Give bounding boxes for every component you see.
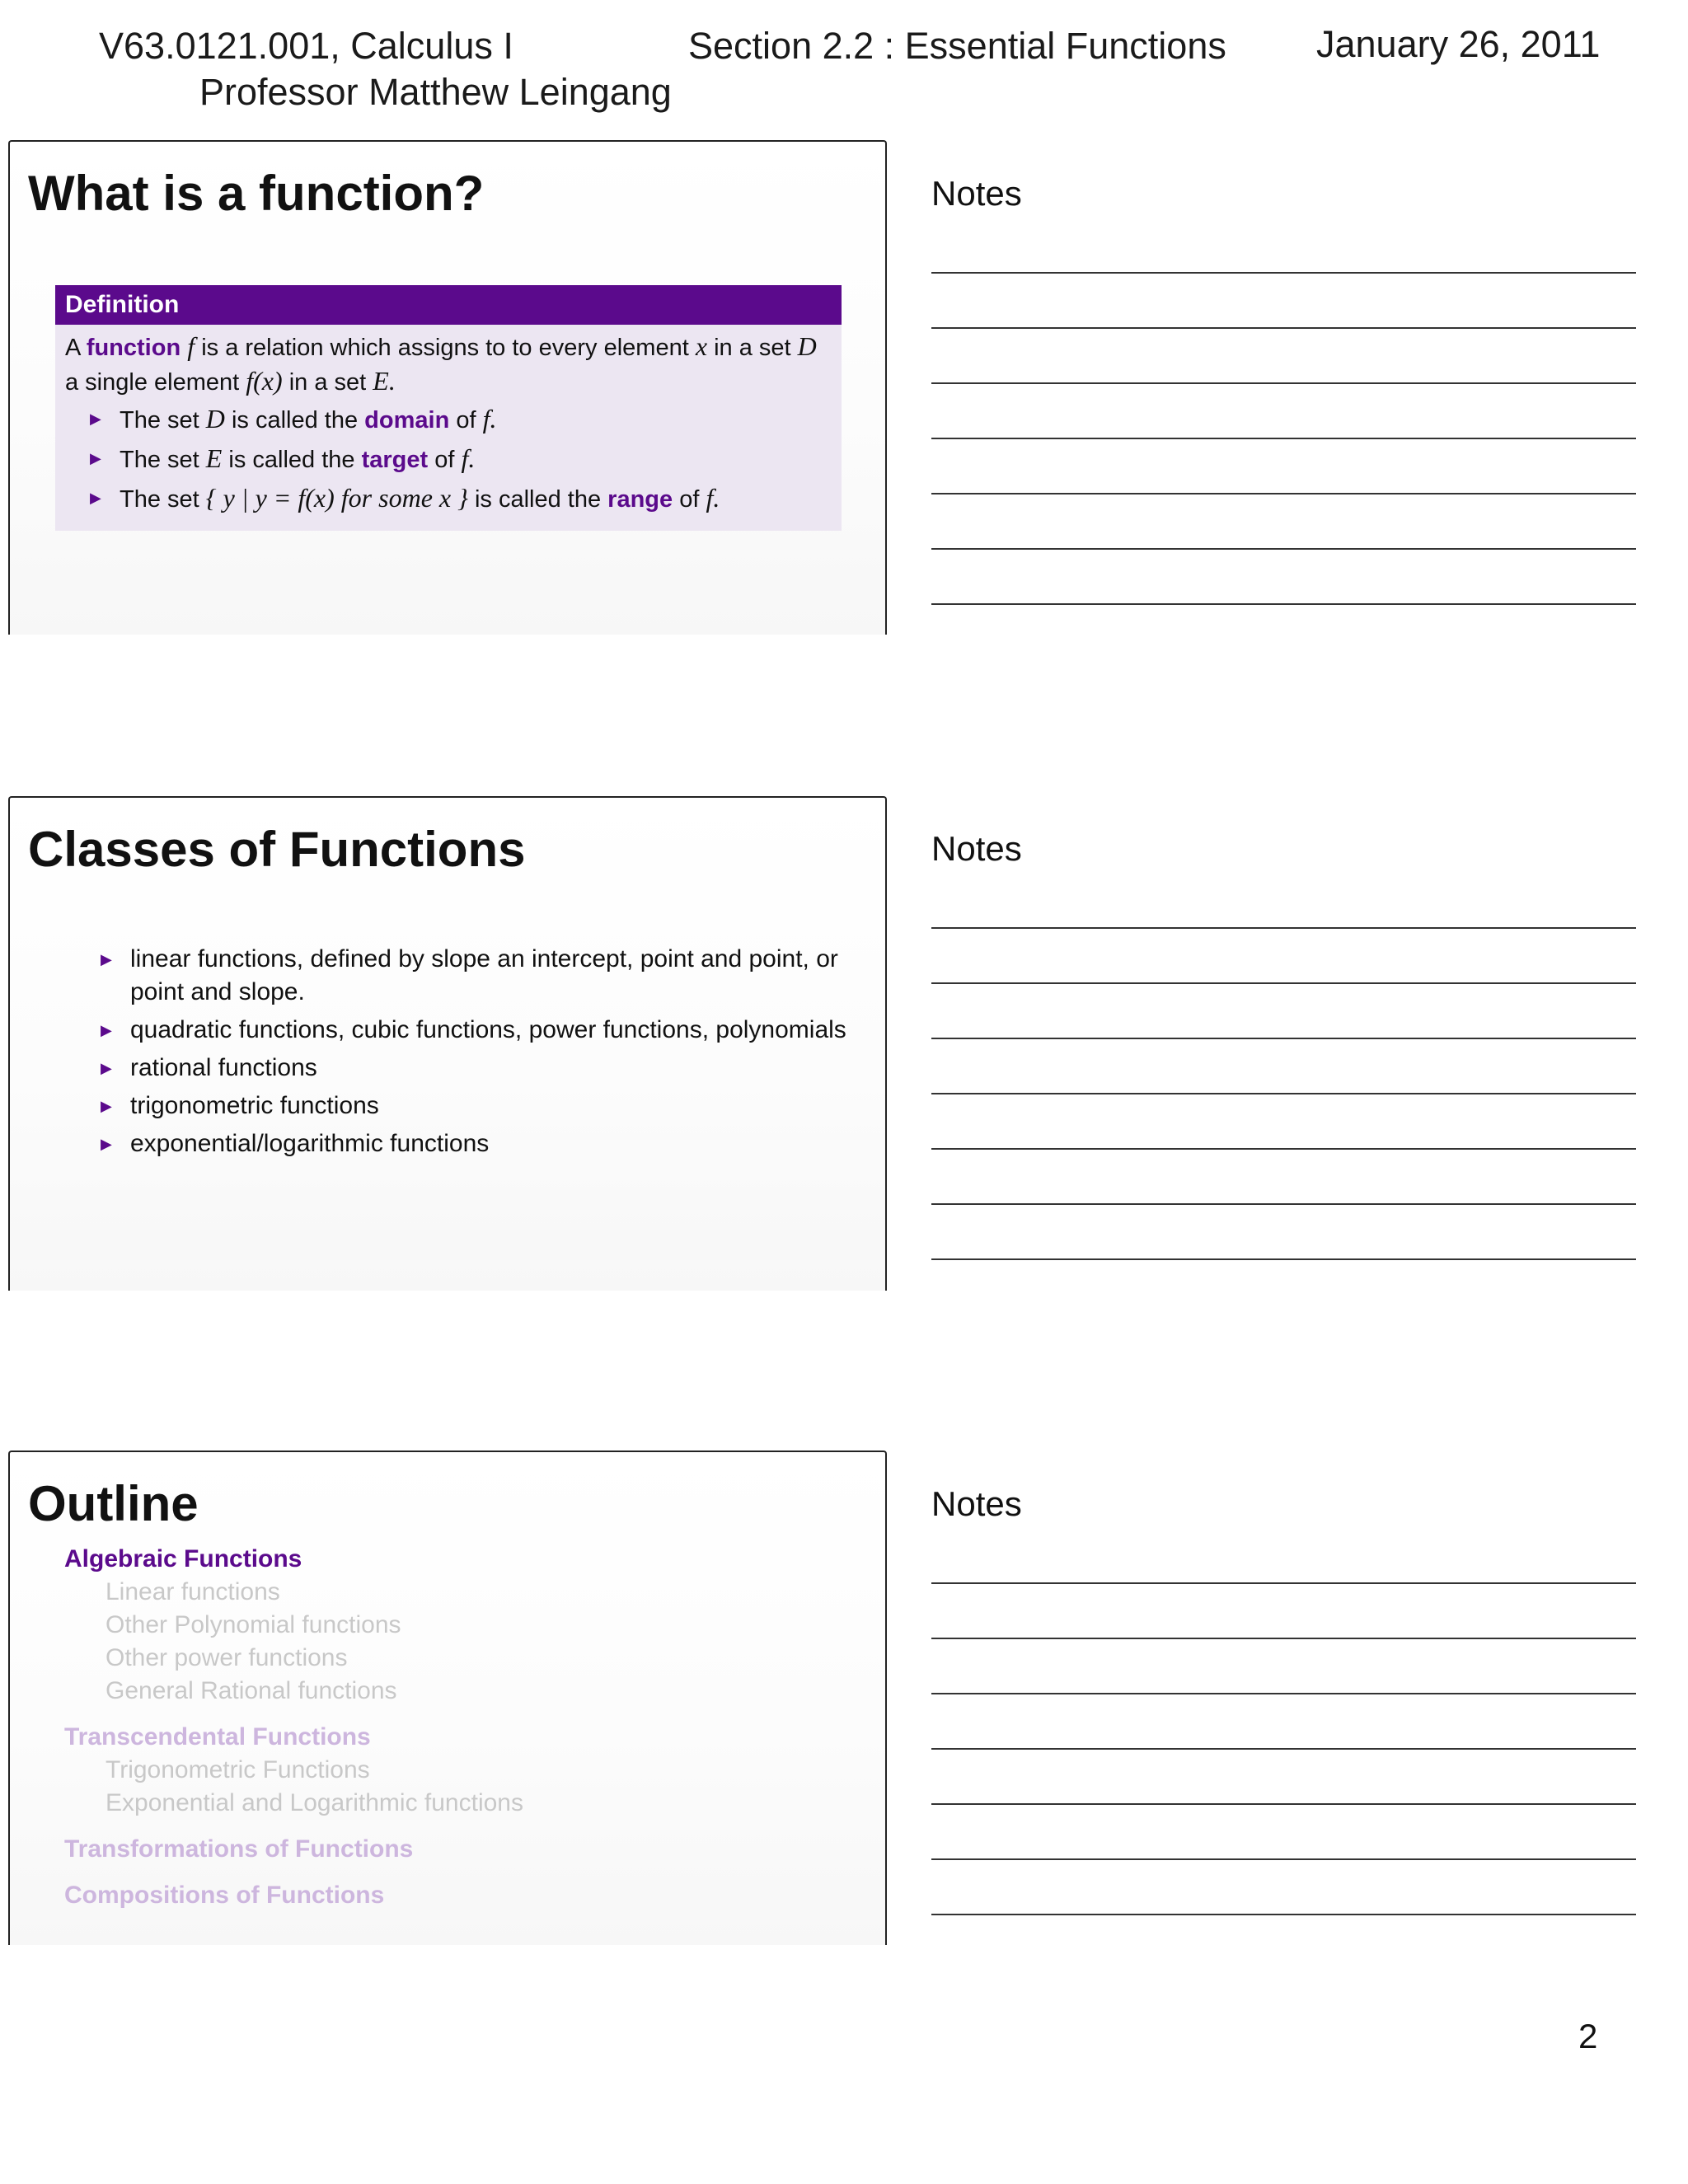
definition-body (55, 325, 842, 531)
term-range: range (607, 486, 673, 513)
outline-subsection[interactable]: Trigonometric Functions (106, 1756, 370, 1783)
slide-title: What is a function? (28, 166, 485, 221)
list-item-text: exponential/logarithmic functions (130, 1130, 490, 1157)
note-line (931, 929, 1636, 984)
math-var: f. (482, 404, 497, 434)
bullet-text: of (679, 486, 700, 513)
math-var: E. (373, 366, 396, 396)
note-line (931, 874, 1636, 929)
triangle-bullet-icon: ▶ (90, 450, 101, 466)
bullet-text: is called the (474, 486, 602, 513)
math-var: E (205, 443, 223, 473)
note-line (931, 384, 1636, 439)
bullet-text: The set (120, 447, 199, 473)
course-title: V63.0121.001, Calculus I (99, 25, 513, 67)
triangle-bullet-icon: ▶ (101, 1136, 112, 1152)
notes-panel-2 (931, 824, 1636, 1260)
lecture-date: January 26, 2011 (1316, 23, 1601, 65)
note-line (931, 218, 1636, 274)
slide-title: Classes of Functions (28, 822, 526, 877)
outline-section[interactable]: Compositions of Functions (64, 1882, 385, 1909)
note-line (931, 984, 1636, 1039)
list-item (101, 1090, 892, 1122)
outline-section-active[interactable]: Algebraic Functions (64, 1545, 302, 1572)
math-var: f. (706, 483, 720, 513)
definition-block (55, 285, 842, 531)
slide-what-is-a-function (8, 140, 887, 635)
math-var: D (797, 331, 817, 361)
note-line (931, 1694, 1636, 1750)
bullet-text: is called the (231, 407, 359, 434)
notes-title: Notes (931, 174, 1022, 213)
list-item (90, 402, 832, 437)
list-item (101, 1127, 892, 1160)
bullet-text: of (456, 407, 476, 434)
triangle-bullet-icon: ▶ (90, 410, 101, 427)
note-line (931, 1150, 1636, 1205)
outline-subsection[interactable]: General Rational functions (106, 1677, 397, 1704)
math-expr: f(x) (246, 366, 283, 396)
math-expr: { y | y = f(x) for some x } (205, 483, 468, 513)
bullet-text: is called the (228, 447, 355, 473)
term-domain: domain (364, 407, 450, 434)
list-item (90, 442, 832, 476)
math-var: D (205, 404, 225, 434)
slide-title: Outline (28, 1476, 199, 1531)
math-var: f (187, 331, 195, 361)
list-item-text: trigonometric functions (130, 1092, 379, 1119)
note-line (931, 1750, 1636, 1805)
outline-subsection[interactable]: Linear functions (106, 1578, 280, 1605)
note-line (931, 1205, 1636, 1260)
triangle-bullet-icon: ▶ (101, 1022, 112, 1038)
section-title: Section 2.2 : Essential Functions (688, 25, 1226, 67)
list-item (90, 481, 832, 516)
notes-title: Notes (931, 829, 1022, 868)
list-item-text: linear functions, defined by slope an intercept, point and point, or point and slope. (130, 945, 838, 1005)
notes-panel-1 (931, 169, 1636, 605)
triangle-bullet-icon: ▶ (101, 1098, 112, 1114)
bullet-text: The set (120, 407, 199, 434)
note-line (931, 439, 1636, 494)
outline-subsection[interactable]: Other Polynomial functions (106, 1611, 401, 1638)
outline-list (64, 1543, 523, 1912)
list-item (101, 943, 892, 1009)
definition-bullets (65, 402, 832, 516)
slide-classes-of-functions (8, 796, 887, 1291)
note-line (931, 274, 1636, 329)
math-var: x (695, 331, 708, 361)
note-line (931, 1584, 1636, 1639)
note-line (931, 1639, 1636, 1694)
def-text: in a set (714, 335, 791, 361)
note-line (931, 494, 1636, 550)
note-line (931, 550, 1636, 605)
note-line (931, 1529, 1636, 1584)
note-line (931, 329, 1636, 384)
def-text: a single element (65, 369, 240, 396)
bullet-text: The set (120, 486, 199, 513)
note-line (931, 1094, 1636, 1150)
page-number: 2 (1578, 2017, 1598, 2055)
notes-title: Notes (931, 1484, 1022, 1523)
bullet-text: of (434, 447, 455, 473)
professor-name: Professor Matthew Leingang (199, 71, 672, 113)
triangle-bullet-icon: ▶ (101, 951, 112, 968)
math-var: f. (461, 443, 476, 473)
def-word: A (65, 335, 80, 361)
def-text: in a set (288, 369, 367, 396)
note-line (931, 1805, 1636, 1860)
definition-text (65, 330, 832, 399)
term-function: function (86, 335, 181, 361)
triangle-bullet-icon: ▶ (101, 1060, 112, 1076)
note-line (931, 1860, 1636, 1915)
triangle-bullet-icon: ▶ (90, 490, 101, 506)
slide-outline (8, 1451, 887, 1945)
outline-subsection[interactable]: Exponential and Logarithmic functions (106, 1789, 523, 1816)
definition-label: Definition (55, 285, 842, 325)
outline-subsection[interactable]: Other power functions (106, 1644, 348, 1671)
list-item-text: rational functions (130, 1054, 317, 1081)
note-line (931, 1039, 1636, 1094)
term-target: target (361, 447, 429, 473)
list-item (101, 1052, 892, 1085)
notes-panel-3 (931, 1479, 1636, 1915)
classes-list (76, 941, 892, 1165)
def-text: is a relation which assigns to to every element (201, 335, 689, 361)
outline-section[interactable]: Transformations of Functions (64, 1835, 414, 1863)
list-item (101, 1014, 892, 1047)
outline-section[interactable]: Transcendental Functions (64, 1723, 371, 1750)
list-item-text: quadratic functions, cubic functions, power functions, polynomials (130, 1016, 846, 1043)
